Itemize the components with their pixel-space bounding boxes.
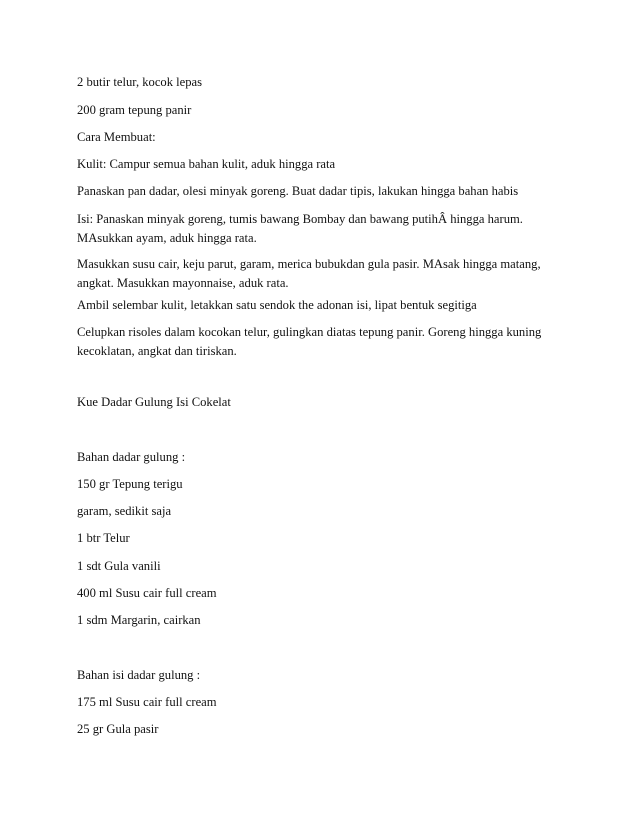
- instruction-step: Panaskan pan dadar, olesi minyak goreng. Buat dadar tipis, lakukan hingga bahan habis: [77, 184, 519, 198]
- section-heading: Bahan dadar gulung :: [77, 450, 186, 464]
- ingredient-line: 1 btr Telur: [77, 531, 130, 545]
- ingredient-line: 1 sdt Gula vanili: [77, 559, 161, 573]
- ingredient-line: garam, sedikit saja: [77, 504, 172, 518]
- ingredient-line: 400 ml Susu cair full cream: [77, 586, 217, 600]
- instruction-step: Masukkan susu cair, keju parut, garam, merica bubukdan gula pasir. MAsak hingga matang, angkat. Masukkan mayonnaise, aduk rata.: [77, 257, 541, 290]
- ingredient-line: 2 butir telur, kocok lepas: [77, 75, 203, 89]
- ingredient-line: 200 gram tepung panir: [77, 103, 192, 117]
- recipe-title: Kue Dadar Gulung Isi Cokelat: [77, 395, 231, 409]
- ingredient-line: 175 ml Susu cair full cream: [77, 695, 217, 709]
- section-heading: Bahan isi dadar gulung :: [77, 668, 201, 682]
- ingredient-line: 1 sdm Margarin, cairkan: [77, 613, 201, 627]
- ingredient-line: 25 gr Gula pasir: [77, 722, 159, 736]
- instruction-step: Celupkan risoles dalam kocokan telur, gulingkan diatas tepung panir. Goreng hingga kuning kecoklatan, angkat dan tiriskan.: [77, 325, 542, 358]
- ingredient-line: 150 gr Tepung terigu: [77, 477, 183, 491]
- instruction-step: Isi: Panaskan minyak goreng, tumis bawang Bombay dan bawang putihÂ hingga harum. MAsukkan ayam, aduk hingga rata.: [77, 212, 523, 245]
- instruction-step: Ambil selembar kulit, letakkan satu sendok the adonan isi, lipat bentuk segitiga: [77, 298, 477, 312]
- section-heading: Cara Membuat:: [77, 130, 156, 144]
- instruction-step: Kulit: Campur semua bahan kulit, aduk hingga rata: [77, 157, 336, 171]
